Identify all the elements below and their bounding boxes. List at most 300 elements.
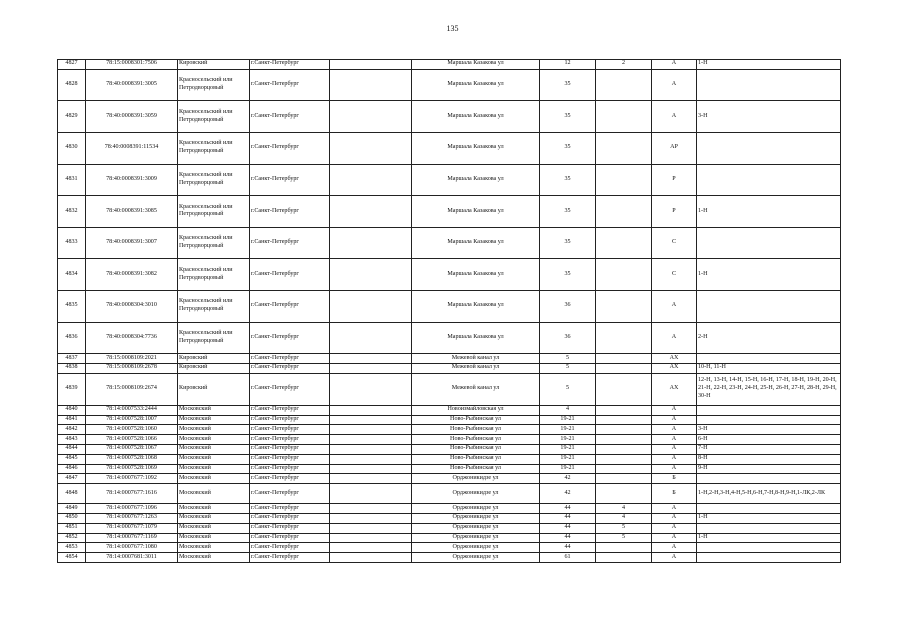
district: Московский (178, 513, 250, 523)
city: г.Санкт-Петербург (250, 101, 330, 133)
cadastral-number: 78:14:0007681:3011 (86, 553, 178, 563)
empty-cell (330, 425, 412, 435)
cadastral-number: 78:14:0007528:1068 (86, 454, 178, 464)
district: Московский (178, 435, 250, 445)
letter: А (652, 435, 697, 445)
district: Московский (178, 454, 250, 464)
letter: А (652, 290, 697, 322)
table-row (58, 504, 841, 514)
empty-cell (330, 196, 412, 228)
district: Московский (178, 444, 250, 454)
table-row (58, 405, 841, 415)
row-number: 4833 (58, 227, 86, 259)
cadastral-number: 78:40:0008391:3007 (86, 227, 178, 259)
letter: АХ (652, 363, 697, 373)
cadastral-number: 78:14:0007528:1066 (86, 435, 178, 445)
table-row (58, 227, 841, 259)
house-number: 19-21 (540, 435, 596, 445)
district: Кировский (178, 363, 250, 373)
rooms (697, 290, 841, 322)
row-number: 4845 (58, 454, 86, 464)
empty-cell (330, 322, 412, 354)
letter: Р (652, 196, 697, 228)
city: г.Санкт-Петербург (250, 259, 330, 291)
cadastral-number: 78:14:0007677:1263 (86, 513, 178, 523)
district: Московский (178, 504, 250, 514)
row-number: 4827 (58, 60, 86, 70)
rooms (697, 523, 841, 533)
district: Красносельский или Петродворцовый (178, 259, 250, 291)
rooms (697, 227, 841, 259)
building-number (596, 363, 652, 373)
building-number (596, 543, 652, 553)
row-number: 4854 (58, 553, 86, 563)
cadastral-number: 78:14:0007528:1007 (86, 415, 178, 425)
table-row (58, 425, 841, 435)
house-number: 19-21 (540, 444, 596, 454)
rooms: 12-Н, 13-Н, 14-Н, 15-Н, 16-Н, 17-Н, 18-Н, 19-Н, 20-Н, 21-Н, 22-Н, 23-Н, 24-Н, 25-Н, 26-Н, 27-Н, 28-Н, 29-Н, 30-Н (697, 373, 841, 405)
rooms (697, 164, 841, 196)
letter: А (652, 444, 697, 454)
street: Маршала Казакова ул (412, 60, 540, 70)
table-row (58, 363, 841, 373)
row-number: 4844 (58, 444, 86, 454)
letter: А (652, 69, 697, 101)
letter: С (652, 227, 697, 259)
street: Ново-Рыбинская ул (412, 425, 540, 435)
district: Красносельский или Петродворцовый (178, 227, 250, 259)
cadastral-number: 78:40:0008391:11534 (86, 132, 178, 164)
empty-cell (330, 454, 412, 464)
street: Орджоникидзе ул (412, 484, 540, 504)
property-register-table (57, 59, 841, 563)
table-row (58, 322, 841, 354)
empty-cell (330, 444, 412, 454)
table-row (58, 373, 841, 405)
house-number: 44 (540, 543, 596, 553)
city: г.Санкт-Петербург (250, 290, 330, 322)
building-number (596, 425, 652, 435)
district: Кировский (178, 373, 250, 405)
letter: А (652, 504, 697, 514)
building-number (596, 444, 652, 454)
district: Московский (178, 425, 250, 435)
empty-cell (330, 523, 412, 533)
street: Ново-Рыбинская ул (412, 454, 540, 464)
house-number: 35 (540, 259, 596, 291)
city: г.Санкт-Петербург (250, 354, 330, 364)
house-number: 19-21 (540, 425, 596, 435)
house-number: 42 (540, 484, 596, 504)
city: г.Санкт-Петербург (250, 484, 330, 504)
empty-cell (330, 354, 412, 364)
empty-cell (330, 69, 412, 101)
table-row (58, 513, 841, 523)
building-number: 5 (596, 523, 652, 533)
row-number: 4839 (58, 373, 86, 405)
building-number (596, 101, 652, 133)
row-number: 4842 (58, 425, 86, 435)
letter: А (652, 425, 697, 435)
street: Маршала Казакова ул (412, 196, 540, 228)
letter: А (652, 543, 697, 553)
cadastral-number: 78:40:0008391:3009 (86, 164, 178, 196)
empty-cell (330, 543, 412, 553)
house-number: 35 (540, 227, 596, 259)
rooms (697, 415, 841, 425)
row-number: 4853 (58, 543, 86, 553)
empty-cell (330, 101, 412, 133)
district: Московский (178, 523, 250, 533)
table-row (58, 415, 841, 425)
cadastral-number: 78:40:0008391:3005 (86, 69, 178, 101)
rooms (697, 553, 841, 563)
street: Маршала Казакова ул (412, 290, 540, 322)
cadastral-number: 78:14:0007677:1092 (86, 474, 178, 484)
building-number (596, 196, 652, 228)
district: Московский (178, 484, 250, 504)
street: Маршала Казакова ул (412, 132, 540, 164)
street: Орджоникидзе ул (412, 474, 540, 484)
city: г.Санкт-Петербург (250, 435, 330, 445)
cadastral-number: 78:14:0007677:1616 (86, 484, 178, 504)
building-number (596, 354, 652, 364)
street: Маршала Казакова ул (412, 69, 540, 101)
letter: С (652, 259, 697, 291)
table-row (58, 523, 841, 533)
empty-cell (330, 60, 412, 70)
district: Московский (178, 533, 250, 543)
rooms: 3-Н (697, 101, 841, 133)
district: Московский (178, 553, 250, 563)
row-number: 4852 (58, 533, 86, 543)
table-row (58, 553, 841, 563)
building-number (596, 484, 652, 504)
table-row (58, 533, 841, 543)
district: Кировский (178, 354, 250, 364)
cadastral-number: 78:14:0007677:1169 (86, 533, 178, 543)
house-number: 35 (540, 164, 596, 196)
district: Московский (178, 415, 250, 425)
district: Красносельский или Петродворцовый (178, 132, 250, 164)
building-number (596, 553, 652, 563)
city: г.Санкт-Петербург (250, 425, 330, 435)
row-number: 4836 (58, 322, 86, 354)
empty-cell (330, 415, 412, 425)
cadastral-number: 78:14:0007528:1060 (86, 425, 178, 435)
row-number: 4840 (58, 405, 86, 415)
building-number: 2 (596, 60, 652, 70)
empty-cell (330, 435, 412, 445)
empty-cell (330, 533, 412, 543)
letter: А (652, 322, 697, 354)
street: Маршала Казакова ул (412, 227, 540, 259)
city: г.Санкт-Петербург (250, 322, 330, 354)
rooms: 3-Н (697, 425, 841, 435)
city: г.Санкт-Петербург (250, 444, 330, 454)
letter: Р (652, 164, 697, 196)
rooms: 1-Н (697, 533, 841, 543)
letter: А (652, 533, 697, 543)
rooms (697, 132, 841, 164)
street: Орджоникидзе ул (412, 504, 540, 514)
city: г.Санкт-Петербург (250, 132, 330, 164)
letter: АХ (652, 373, 697, 405)
house-number: 44 (540, 533, 596, 543)
building-number (596, 454, 652, 464)
letter: А (652, 553, 697, 563)
city: г.Санкт-Петербург (250, 513, 330, 523)
building-number (596, 474, 652, 484)
street: Орджоникидзе ул (412, 553, 540, 563)
rooms: 1-Н,2-Н,3-Н,4-Н,5-Н,6-Н,7-Н,8-Н,9-Н,1-ЛК,2-ЛК (697, 484, 841, 504)
city: г.Санкт-Петербург (250, 363, 330, 373)
city: г.Санкт-Петербург (250, 415, 330, 425)
letter: АР (652, 132, 697, 164)
city: г.Санкт-Петербург (250, 464, 330, 474)
cadastral-number: 78:40:0008391:3059 (86, 101, 178, 133)
rooms: 1-Н (697, 60, 841, 70)
table-row (58, 290, 841, 322)
district: Красносельский или Петродворцовый (178, 164, 250, 196)
table-row (58, 454, 841, 464)
city: г.Санкт-Петербург (250, 60, 330, 70)
row-number: 4831 (58, 164, 86, 196)
city: г.Санкт-Петербург (250, 405, 330, 415)
letter: А (652, 405, 697, 415)
empty-cell (330, 290, 412, 322)
cadastral-number: 78:14:0007677:1080 (86, 543, 178, 553)
house-number: 5 (540, 354, 596, 364)
rooms (697, 354, 841, 364)
empty-cell (330, 259, 412, 291)
house-number: 44 (540, 513, 596, 523)
letter: А (652, 454, 697, 464)
street: Орджоникидзе ул (412, 533, 540, 543)
row-number: 4849 (58, 504, 86, 514)
row-number: 4846 (58, 464, 86, 474)
row-number: 4832 (58, 196, 86, 228)
row-number: 4847 (58, 474, 86, 484)
row-number: 4834 (58, 259, 86, 291)
street: Межевой канал ул (412, 373, 540, 405)
house-number: 36 (540, 290, 596, 322)
district: Кировский (178, 60, 250, 70)
letter: Б (652, 474, 697, 484)
street: Орджоникидзе ул (412, 513, 540, 523)
empty-cell (330, 227, 412, 259)
cadastral-number: 78:14:0007677:1079 (86, 523, 178, 533)
table-row (58, 484, 841, 504)
table-row (58, 435, 841, 445)
rooms: 1-Н (697, 259, 841, 291)
empty-cell (330, 363, 412, 373)
district: Красносельский или Петродворцовый (178, 290, 250, 322)
table-row (58, 474, 841, 484)
city: г.Санкт-Петербург (250, 533, 330, 543)
row-number: 4848 (58, 484, 86, 504)
empty-cell (330, 504, 412, 514)
rooms (697, 543, 841, 553)
building-number (596, 435, 652, 445)
city: г.Санкт-Петербург (250, 553, 330, 563)
letter: А (652, 523, 697, 533)
district: Красносельский или Петродворцовый (178, 101, 250, 133)
district: Московский (178, 543, 250, 553)
rooms: 9-Н (697, 464, 841, 474)
letter: Б (652, 484, 697, 504)
city: г.Санкт-Петербург (250, 543, 330, 553)
street: Ново-Рыбинская ул (412, 444, 540, 454)
city: г.Санкт-Петербург (250, 196, 330, 228)
rooms: 10-Н, 11-Н (697, 363, 841, 373)
city: г.Санкт-Петербург (250, 227, 330, 259)
building-number: 4 (596, 504, 652, 514)
row-number: 4829 (58, 101, 86, 133)
rooms (697, 504, 841, 514)
rooms: 8-Н (697, 454, 841, 464)
cadastral-number: 78:14:0007533:2444 (86, 405, 178, 415)
empty-cell (330, 164, 412, 196)
letter: А (652, 415, 697, 425)
table-row (58, 132, 841, 164)
house-number: 44 (540, 523, 596, 533)
rooms: 6-Н (697, 435, 841, 445)
cadastral-number: 78:14:0007528:1067 (86, 444, 178, 454)
cadastral-number: 78:40:0008304:7736 (86, 322, 178, 354)
house-number: 5 (540, 363, 596, 373)
rooms (697, 474, 841, 484)
cadastral-number: 78:14:0007677:1096 (86, 504, 178, 514)
row-number: 4828 (58, 69, 86, 101)
table-row (58, 164, 841, 196)
house-number: 4 (540, 405, 596, 415)
district: Красносельский или Петродворцовый (178, 196, 250, 228)
street: Маршала Казакова ул (412, 164, 540, 196)
city: г.Санкт-Петербург (250, 454, 330, 464)
table-row (58, 101, 841, 133)
table-row (58, 464, 841, 474)
row-number: 4838 (58, 363, 86, 373)
empty-cell (330, 513, 412, 523)
district: Московский (178, 405, 250, 415)
street: Межевой канал ул (412, 354, 540, 364)
house-number: 19-21 (540, 415, 596, 425)
house-number: 35 (540, 132, 596, 164)
house-number: 19-21 (540, 464, 596, 474)
house-number: 44 (540, 504, 596, 514)
cadastral-number: 78:15:0008109:2678 (86, 363, 178, 373)
rooms (697, 69, 841, 101)
row-number: 4851 (58, 523, 86, 533)
empty-cell (330, 132, 412, 164)
house-number: 36 (540, 322, 596, 354)
building-number (596, 164, 652, 196)
district: Московский (178, 464, 250, 474)
district: Московский (178, 474, 250, 484)
street: Маршала Казакова ул (412, 259, 540, 291)
street: Ново-Рыбинская ул (412, 415, 540, 425)
building-number (596, 322, 652, 354)
house-number: 35 (540, 101, 596, 133)
house-number: 61 (540, 553, 596, 563)
street: Орджоникидзе ул (412, 543, 540, 553)
rooms (697, 405, 841, 415)
rooms: 1-Н (697, 196, 841, 228)
table-row (58, 60, 841, 70)
house-number: 12 (540, 60, 596, 70)
cadastral-number: 78:40:0008391:3082 (86, 259, 178, 291)
rooms: 7-Н (697, 444, 841, 454)
table-row (58, 354, 841, 364)
row-number: 4850 (58, 513, 86, 523)
rooms: 1-Н (697, 513, 841, 523)
building-number (596, 464, 652, 474)
house-number: 42 (540, 474, 596, 484)
building-number (596, 373, 652, 405)
letter: А (652, 513, 697, 523)
row-number: 4843 (58, 435, 86, 445)
table-row (58, 196, 841, 228)
row-number: 4841 (58, 415, 86, 425)
empty-cell (330, 553, 412, 563)
building-number: 5 (596, 533, 652, 543)
house-number: 35 (540, 69, 596, 101)
empty-cell (330, 405, 412, 415)
cadastral-number: 78:40:0008304:3010 (86, 290, 178, 322)
building-number (596, 290, 652, 322)
letter: А (652, 101, 697, 133)
city: г.Санкт-Петербург (250, 474, 330, 484)
building-number (596, 69, 652, 101)
city: г.Санкт-Петербург (250, 69, 330, 101)
row-number: 4837 (58, 354, 86, 364)
page-number: 135 (446, 24, 459, 33)
cadastral-number: 78:14:0007528:1069 (86, 464, 178, 474)
empty-cell (330, 464, 412, 474)
city: г.Санкт-Петербург (250, 164, 330, 196)
city: г.Санкт-Петербург (250, 373, 330, 405)
building-number (596, 259, 652, 291)
street: Орджоникидзе ул (412, 523, 540, 533)
district: Красносельский или Петродворцовый (178, 322, 250, 354)
cadastral-number: 78:15:0008109:2021 (86, 354, 178, 364)
building-number (596, 227, 652, 259)
table-row (58, 444, 841, 454)
table-row (58, 69, 841, 101)
district: Красносельский или Петродворцовый (178, 69, 250, 101)
letter: А (652, 60, 697, 70)
rooms: 2-Н (697, 322, 841, 354)
street: Ново-Рыбинская ул (412, 464, 540, 474)
cadastral-number: 78:40:0008391:3085 (86, 196, 178, 228)
cadastral-number: 78:15:0008109:2674 (86, 373, 178, 405)
building-number (596, 415, 652, 425)
city: г.Санкт-Петербург (250, 523, 330, 533)
street: Новоизмайловская ул (412, 405, 540, 415)
street: Маршала Казакова ул (412, 322, 540, 354)
street: Межевой канал ул (412, 363, 540, 373)
building-number (596, 405, 652, 415)
house-number: 5 (540, 373, 596, 405)
house-number: 35 (540, 196, 596, 228)
table-row (58, 543, 841, 553)
empty-cell (330, 474, 412, 484)
building-number (596, 132, 652, 164)
street: Ново-Рыбинская ул (412, 435, 540, 445)
cadastral-number: 78:15:0008301:7506 (86, 60, 178, 70)
building-number: 4 (596, 513, 652, 523)
